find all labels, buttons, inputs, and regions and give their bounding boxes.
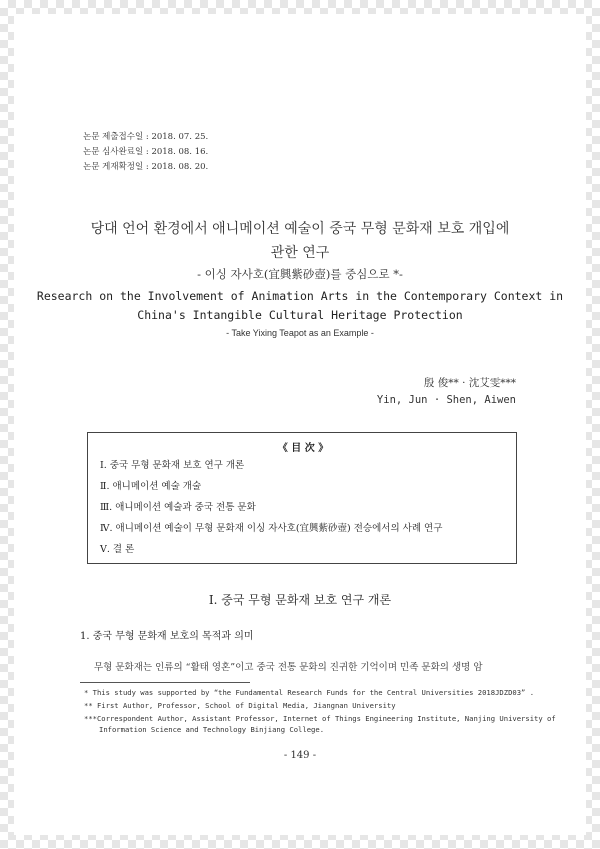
paper-page [14,14,586,835]
date-reviewed: 논문 심사완료일 : 2018. 08. 16. [83,147,209,157]
subtitle-english: - Take Yixing Teapot as an Example - [226,328,374,338]
toc-item: Ⅲ. 애니메이션 예술과 중국 전통 문화 [100,502,256,513]
page-number: - 149 - [283,750,317,761]
footnote-first-author: ** First Author, Professor, School of Digital Media, Jiangnan University [84,701,396,710]
subsection-heading: 1. 중국 무형 문화재 보호의 목적과 의미 [80,631,254,642]
toc-item: Ⅴ. 결 론 [100,544,135,555]
subtitle-korean: - 이싱 자사호(宜興紫砂壺)를 중심으로 *- [197,267,403,281]
title-english-line2: China's Intangible Cultural Heritage Protection [137,308,463,322]
footnote-corresponding-author-cont: Information Science and Technology Binjiang College. [99,725,325,734]
title-korean-line2: 관한 연구 [270,245,330,261]
submission-dates [83,130,208,175]
date-accepted: 논문 게재확정일 : 2018. 08. 20. [83,162,209,172]
toc-title: 《 目 次 》 [277,443,329,454]
body-paragraph: 무형 문화재는 인류의 “활태 영혼”이고 중국 전통 문화의 진귀한 기억이며 민족 문화의 생명 암 [94,662,483,673]
date-submitted: 논문 제출접수일 : 2018. 07. 25. [83,132,209,142]
toc-item: Ⅰ. 중국 무형 문화재 보호 연구 개론 [100,460,245,471]
table-of-contents [87,432,517,564]
toc-item: Ⅱ. 애니메이션 예술 개술 [100,481,202,492]
author-names: 殷 俊** · 沈艾雯*** [423,377,516,389]
title-english-line1: Research on the Involvement of Animation Arts in the Contemporary Context in [36,289,564,303]
footnote-funding: * This study was supported by “the Fundamental Research Funds for the Central Universities 2018JDZD03” . [84,688,535,697]
author-names-english: Yin, Jun · Shen, Aiwen [376,394,516,406]
footnote-corresponding-author: ***Correspondent Author, Assistant Professor, Internet of Things Engineering Institute, Nanjing University of [84,714,556,723]
section-heading: Ⅰ. 중국 무형 문화재 보호 연구 개론 [208,593,392,607]
title-korean-line1: 당대 언어 환경에서 애니메이션 예술이 중국 무형 문화재 보호 개입에 [90,221,510,237]
footnote-divider [80,682,250,683]
toc-item: Ⅳ. 애니메이션 예술이 무형 문화재 이싱 자사호(宜興紫砂壺) 전승에서의 사례 연구 [100,523,443,534]
